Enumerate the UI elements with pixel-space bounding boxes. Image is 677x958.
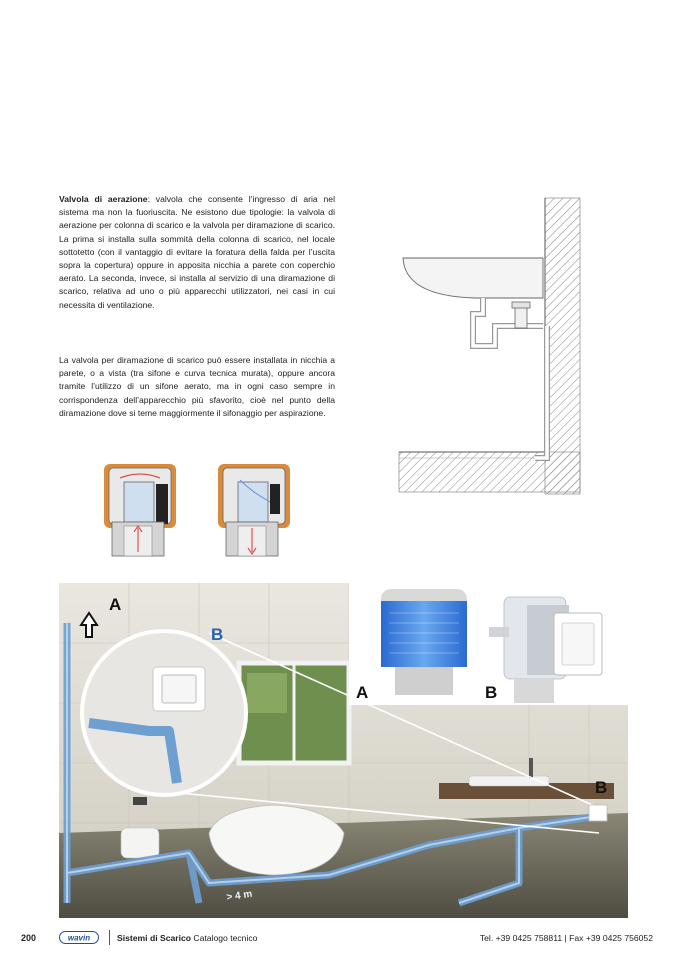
page-number: 200 [21, 933, 37, 943]
label-a-top: A [109, 595, 122, 614]
svg-text:wavin: wavin [67, 933, 91, 943]
branch-valve-paragraph: La valvola per diramazione di scarico può essere installata in nicchia a parete, o a vista (tra sifone e curva tecnica murata), oppure ancora tramite l’utilizzo di un sifone aerato, ma in ogni caso sempre in corrispondenza dell’apparecchio più sfavorito, cioè nel punto della diramazione dove si teme maggiormente il sifonaggio per aspirazione. [59, 355, 335, 418]
footer-contact: Tel. +39 0425 758811 | Fax +39 0425 756052 [479, 933, 653, 943]
footer-title-bold: Sistemi di Scarico [117, 933, 192, 943]
paragraph1-text: : valvola che consente l’ingresso di aria nel sistema ma non la fuoriuscita. Ne esistono due tipologie: la valvola di aerazione per colonna di scarico e la valvola per diramazione di scarico. La prima si installa sulla sommità della colonna di scarico, nel locale sottotetto (con il vantaggio di evitare la foratura della falda per l’uscita sopra la copertura) oppure in apposita nicchia a parete con coperchio aerato. La seconda, invece, si installa al servizio di una diramazione di scarico, relativa ad uno o più apparecchi utilizzatori, nei casi in cui necessita di ventilazione. [59, 194, 335, 310]
footer-title [117, 933, 257, 943]
footer-title-rest: Catalogo tecnico [191, 933, 258, 943]
bathroom-scene [59, 583, 628, 918]
term-valvola-di-aerazione: Valvola di aerazione [59, 194, 148, 204]
valve-cross-section-diagrams [100, 462, 300, 558]
valve-section-left [104, 464, 176, 556]
valve-description-paragraph [59, 193, 335, 312]
distance-label: > 4 m [225, 888, 254, 904]
label-a-product: A [356, 683, 369, 702]
page-footer [0, 928, 677, 948]
wavin-logo [59, 931, 99, 944]
footer-divider [109, 930, 110, 945]
label-b-room: B [595, 778, 608, 797]
label-b-magnifier: B [211, 625, 224, 644]
valve-section-right [218, 464, 290, 556]
washbasin-installation-drawing [395, 196, 585, 496]
room-valve-b [589, 805, 607, 821]
bathroom-installation-photo [59, 583, 628, 918]
label-b-product: B [485, 683, 498, 702]
